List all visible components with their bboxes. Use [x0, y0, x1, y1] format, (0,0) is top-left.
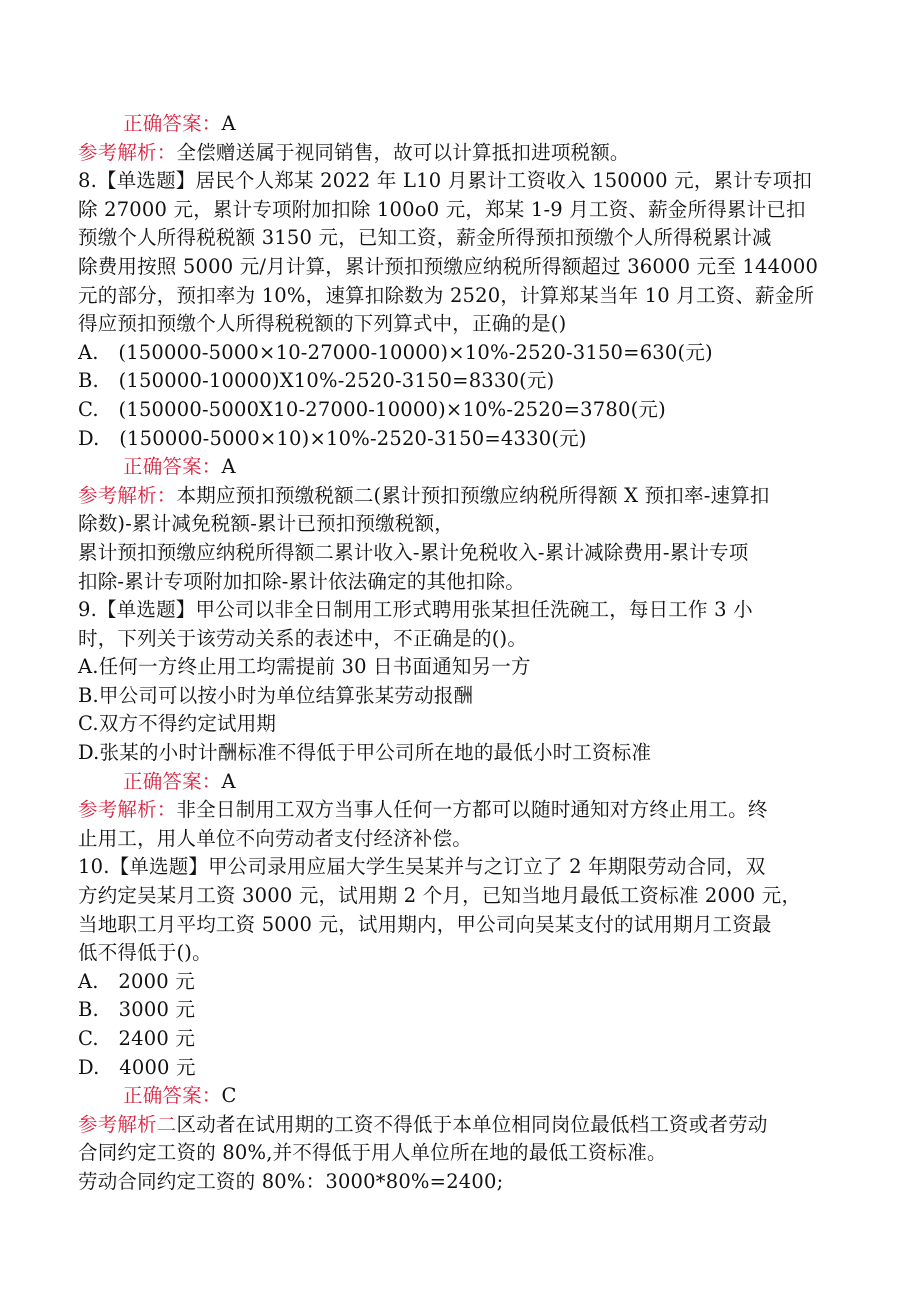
q10-option-b: B. 3000 元 — [78, 998, 196, 1022]
answer-label: 正确答案： — [123, 1084, 222, 1108]
analysis-text: 本期应预扣预缴税额二(累计预扣预缴应纳税所得额 X 预扣率-速算扣 — [176, 483, 770, 507]
q8-stem-line: 除 27000 元，累计专项附加扣除 100o0 元，郑某 1-9 月工资、薪金所得累计已扣 — [78, 197, 806, 221]
answer-label: 正确答案： — [123, 455, 222, 479]
q8-stem-line: 得应预扣预缴个人所得税税额的下列算式中，正确的是() — [78, 312, 567, 336]
analysis-text: 非全日制用工双方当事人任何一方都可以随时通知对方终止用工。终 — [176, 798, 768, 822]
q8-stem-line: 8.【单选题】居民个人郑某 2022 年 L10 月累计工资收入 150000 元，累计专项扣 — [78, 169, 813, 193]
answer-label: 正确答案： — [123, 112, 222, 135]
q10-stem-line: 方约定吴某月工资 3000 元，试用期 2 个月，已知当地月最低工资标准 2000 元， — [78, 884, 802, 908]
document-body — [78, 110, 848, 1197]
q9-stem-line: 9.【单选题】甲公司以非全日制用工形式聘用张某担任洗碗工，每日工作 3 小 — [78, 598, 753, 622]
q10-stem-line: 低不得低于()。 — [78, 941, 212, 965]
q8-analysis-line: 累计预扣预缴应纳税所得额二累计收入-累计免税收入-累计减除费用-累计专项 — [78, 540, 749, 564]
q10-option-a: A. 2000 元 — [78, 969, 195, 993]
analysis-label: 参考解析： — [78, 798, 177, 822]
q9-answer — [78, 768, 848, 797]
q10-analysis-line — [78, 1111, 848, 1140]
q8-stem-line: 除费用按照 5000 元/月计算，累计预扣预缴应纳税所得额超过 36000 元至 144000 — [78, 254, 819, 278]
q9-option-c: C.双方不得约定试用期 — [78, 712, 277, 736]
answer-value: A — [221, 769, 236, 793]
answer-value: A — [221, 112, 236, 135]
q9-stem-line: 时，下列关于该劳动关系的表述中，不正确是的()。 — [78, 626, 528, 650]
q8-option-d: D. (150000-5000×10)×10%-2520-3150=4330(元) — [78, 426, 587, 450]
prev-analysis — [78, 139, 848, 168]
analysis-label: 参考解析二 — [78, 1112, 177, 1136]
q10-stem-line: 当地职工月平均工资 5000 元，试用期内，甲公司向吴某支付的试用期月工资最 — [78, 912, 772, 936]
q8-option-c: C. (150000-5000X10-27000-10000)×10%-2520=3780(元) — [78, 397, 666, 421]
q8-stem-line: 预缴个人所得税税额 3150 元，已知工资，薪金所得预扣预缴个人所得税累计减 — [78, 226, 772, 250]
q8-answer — [78, 453, 848, 482]
q10-analysis-line: 劳动合同约定工资的 80%：3000*80%=2400; — [78, 1169, 504, 1193]
answer-label: 正确答案： — [123, 769, 222, 793]
q8-option-a: A. (150000-5000×10-27000-10000)×10%-2520-3150=630(元) — [78, 340, 713, 364]
q9-analysis-line — [78, 796, 848, 825]
answer-value: A — [221, 455, 236, 479]
analysis-label: 参考解析： — [78, 483, 177, 507]
analysis-text: 全偿赠送属于视同销售，故可以计算抵扣进项税额。 — [176, 140, 630, 164]
q10-stem-line: 10.【单选题】甲公司录用应届大学生吴某并与之订立了 2 年期限劳动合同，双 — [78, 855, 766, 879]
analysis-label: 参考解析： — [78, 140, 177, 164]
q8-analysis-line — [78, 482, 848, 511]
q9-analysis-line: 止用工，用人单位不向劳动者支付经济补偿。 — [78, 826, 473, 850]
q9-option-a: A.任何一方终止用工均需提前 30 日书面通知另一方 — [78, 655, 531, 679]
q10-analysis-line: 合同约定工资的 80%,并不得低于用人单位所在地的最低工资标准。 — [78, 1141, 667, 1165]
q8-option-b: B. (150000-10000)X10%-2520-3150=8330(元) — [78, 369, 555, 393]
prev-answer — [78, 110, 848, 139]
q10-answer — [78, 1082, 848, 1111]
q8-analysis-line: 扣除-累计专项附加扣除-累计依法确定的其他扣除。 — [78, 569, 525, 593]
q8-analysis-line: 除数)-累计减免税额-累计已预扣预缴税额， — [78, 512, 454, 536]
q8-stem-line: 元的部分，预扣率为 10%，速算扣除数为 2520，计算郑某当年 10 月工资、薪金所 — [78, 283, 815, 307]
answer-value: C — [221, 1084, 237, 1108]
q9-option-d: D.张某的小时计酬标准不得低于甲公司所在地的最低小时工资标准 — [78, 741, 652, 765]
q9-option-b: B.甲公司可以按小时为单位结算张某劳动报酬 — [78, 683, 474, 707]
q10-option-d: D. 4000 元 — [78, 1055, 196, 1079]
analysis-text: 区动者在试用期的工资不得低于本单位相同岗位最低档工资或者劳动 — [176, 1112, 768, 1136]
q10-option-c: C. 2400 元 — [78, 1027, 196, 1050]
